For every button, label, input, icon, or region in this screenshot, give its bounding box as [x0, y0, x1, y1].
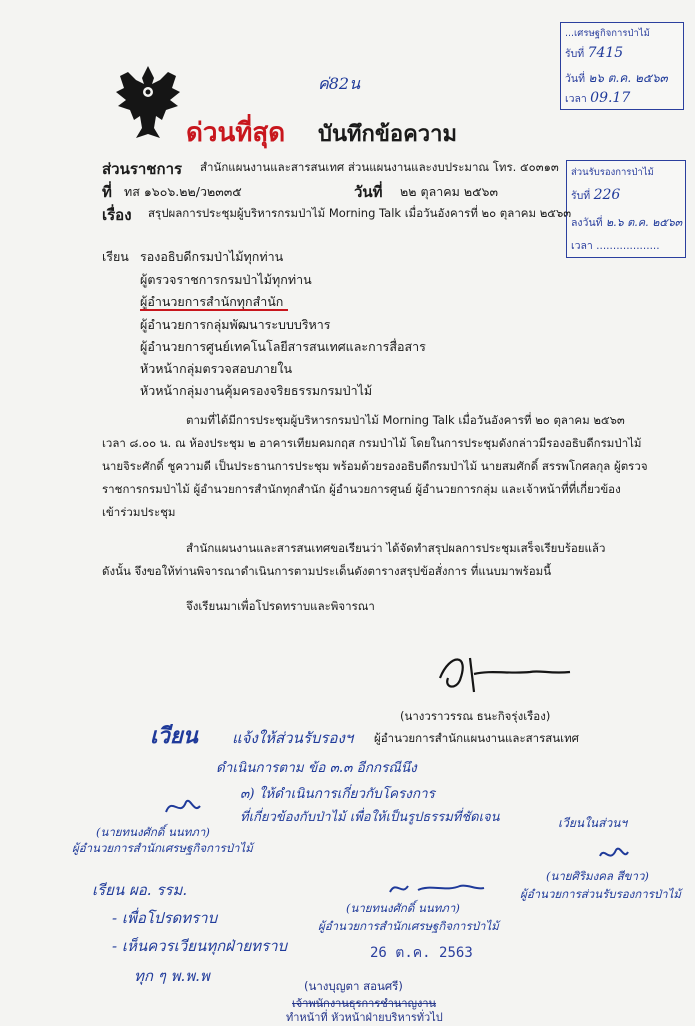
stamp-time-label: เวลา: [565, 93, 587, 105]
handwritten-code: ค่82น: [318, 74, 360, 93]
subject-value: สรุปผลการประชุมผู้บริหารกรมป่าไม้ Morning Talk เมื่อวันอังคารที่ ๒๐ ตุลาคม ๒๕๖๓: [148, 206, 572, 220]
stamp-time-value: 09.17: [590, 90, 631, 106]
stamp-time-value: ...................: [596, 240, 660, 252]
recipient-item: ผู้อำนวยการสำนักทุกสำนัก: [140, 294, 284, 309]
stamp-received-value: 226: [593, 187, 621, 203]
scribble-signature: [386, 876, 486, 900]
bottom-position-2: ทำหน้าที่ หัวหน้าฝ่ายบริหารทั่วไป: [286, 1011, 443, 1024]
received-stamp-middle: [566, 160, 686, 258]
mid-sig-name: (นายทนงศักดิ์ นนทภา): [346, 901, 460, 915]
body-line: เข้าร่วมประชุม: [102, 505, 176, 519]
to-label: เรียน: [102, 249, 129, 264]
stamp-received-label: รับที่: [571, 190, 591, 202]
recipient-underline: [140, 309, 288, 311]
body-line: นายจิระศักดิ์ ชูความดี เป็นประธานการประชุม พร้อมด้วยรองอธิบดีกรมป่าไม้ นายสมศักดิ์ สรรพโกศลกุล ผู้ตรวจ: [102, 459, 648, 473]
left-sig-name: (นายทนงศักดิ์ นนทภา): [96, 825, 210, 839]
stamp-date-value: ๒.๖ ต.ค. ๒๕๖๓: [605, 216, 683, 229]
stamp-date-label: ลงวันที่: [571, 217, 603, 229]
stamp-title: ส่วนรับรองการป่าไม้: [571, 167, 654, 178]
date-label: วันที่: [354, 183, 383, 201]
body-line: ตามที่ได้มีการประชุมผู้บริหารกรมป่าไม้ Morning Talk เมื่อวันอังคารที่ ๒๐ ตุลาคม ๒๕๖๓: [186, 413, 625, 427]
mid-sig-date: 26 ต.ค. 2563: [370, 945, 473, 961]
stamp-received-value: 7415: [587, 45, 624, 61]
handwritten-note: ทุก ๆ พ.พ.พ: [134, 967, 210, 985]
mid-sig-position: ผู้อำนวยการสำนักเศรษฐกิจการป่าไม้: [318, 919, 499, 933]
subject-label: เรื่อง: [102, 206, 132, 224]
garuda-emblem: [112, 62, 184, 144]
agency-value: สำนักแผนงานและสารสนเทศ ส่วนแผนงานและงบประมาณ โทร. ๕๐๓๑๓: [200, 160, 559, 174]
bottom-position-1: เจ้าพนักงานธุรการชำนาญงาน: [292, 997, 437, 1010]
scribble-signature: [162, 794, 202, 820]
handwritten-note: ๓) ให้ดำเนินการเกี่ยวกับโครงการ: [240, 786, 435, 802]
body-line: สำนักแผนงานและสารสนเทศขอเรียนว่า ได้จัดทำสรุปผลการประชุมเสร็จเรียบร้อยแล้ว: [186, 541, 606, 555]
handwritten-note: ดำเนินการตาม ข้อ ๓.๓ อีกกรณีนึง: [216, 760, 417, 776]
left-sig-position: ผู้อำนวยการสำนักเศรษฐกิจการป่าไม้: [72, 841, 253, 855]
right-sig-name: (นายศิริมงคล สีขาว): [546, 869, 649, 883]
handwritten-note: ที่เกี่ยวข้องกับป่าไม้ เพื่อให้เป็นรูปธรรมที่ชัดเจน: [240, 810, 500, 825]
body-line: ราชการกรมป่าไม้ ผู้อำนวยการสำนักทุกสำนัก ผู้อำนวยการศูนย์ ผู้อำนวยการกลุ่ม และเจ้าหน้าที่ที่เกี่ยวข้อง: [102, 482, 621, 496]
closing-line: จึงเรียนมาเพื่อโปรดทราบและพิจารณา: [186, 599, 375, 613]
stamp-date-value: ๒๖ ต.ค. ๒๕๖๓: [588, 71, 668, 85]
urgency-label: ด่วนที่สุด: [186, 118, 286, 148]
stamp-time-label: เวลา: [571, 240, 593, 252]
stamp-received-label: รับที่: [565, 48, 585, 60]
date-value: ๒๒ ตุลาคม ๒๕๖๓: [400, 184, 499, 199]
right-sig-position: ผู้อำนวยการส่วนรับรองการป่าไม้: [520, 887, 681, 901]
handwritten-note: เวียนในส่วนฯ: [558, 816, 628, 830]
ref-value: ทส ๑๖๐๖.๒๒/ว๒๓๓๕: [124, 184, 242, 199]
body-line: เวลา ๘.๐๐ น. ณ ห้องประชุม ๒ อาคารเทียมคมกฤส กรมป่าไม้ โดยในการประชุมดังกล่าวมีรองอธิบดีกรมป่าไม้: [102, 436, 642, 450]
recipient-item: ผู้ตรวจราชการกรมป่าไม้ทุกท่าน: [140, 272, 312, 287]
handwritten-note: เรียน ผอ. รรม.: [92, 881, 188, 899]
recipient-item: ผู้อำนวยการศูนย์เทคโนโลยีสารสนเทศและการสื่อสาร: [140, 339, 426, 354]
body-line: ดังนั้น จึงขอให้ท่านพิจารณาดำเนินการตามประเด็นดังตารางสรุปข้อสั่งการ ที่แนบมาพร้อมนี้: [102, 564, 552, 578]
stamp-date-label: วันที่: [565, 73, 585, 85]
scribble-signature: [596, 842, 630, 868]
signatory-name: (นางวราวรรณ ธนะกิจรุ่งเรือง): [400, 709, 551, 723]
memo-title: บันทึกข้อความ: [318, 122, 458, 147]
handwritten-note: - เห็นควรเวียนทุกฝ่ายทราบ: [112, 937, 288, 955]
recipient-item: หัวหน้ากลุ่มตรวจสอบภายใน: [140, 361, 293, 376]
ref-label: ที่: [102, 183, 112, 201]
bottom-name: (นางบุญตา สอนศรี): [304, 979, 403, 993]
handwritten-note: แจ้งให้ส่วนรับรองฯ: [232, 729, 354, 747]
recipient-item: หัวหน้ากลุ่มงานคุ้มครองจริยธรรมกรมป่าไม้: [140, 383, 373, 398]
recipient-item: รองอธิบดีกรมป่าไม้ทุกท่าน: [140, 249, 284, 264]
stamp-title: ...เศรษฐกิจการป่าไม้: [565, 28, 650, 39]
signatory-position: ผู้อำนวยการสำนักแผนงานและสารสนเทศ: [374, 731, 579, 745]
circulate-note: เวียน: [150, 723, 198, 749]
agency-label: ส่วนราชการ: [102, 160, 183, 178]
received-stamp-top: [560, 22, 684, 110]
director-signature: [430, 648, 580, 698]
handwritten-note: - เพื่อโปรดทราบ: [112, 909, 218, 927]
recipient-item: ผู้อำนวยการกลุ่มพัฒนาระบบบริหาร: [140, 317, 331, 332]
